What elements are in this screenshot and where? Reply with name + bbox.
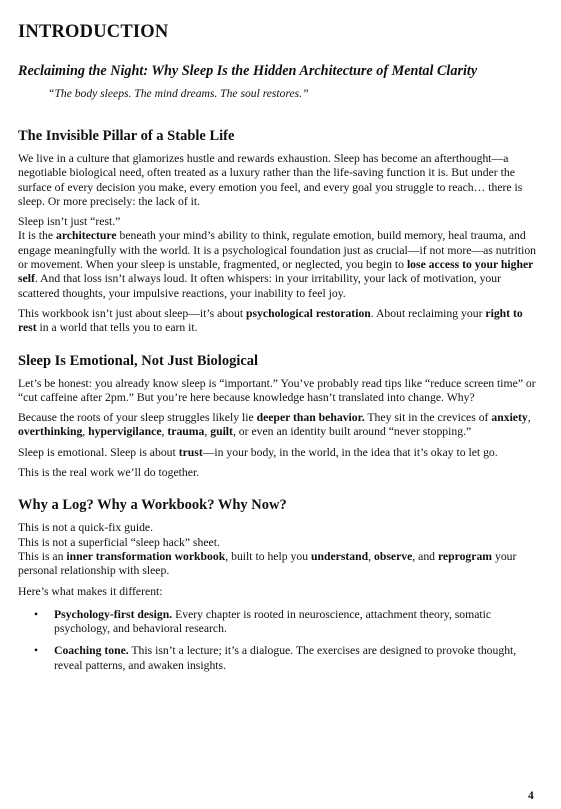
text-run: , [82, 425, 89, 439]
bold-run: Psychology-first design. [54, 607, 173, 621]
section-heading-invisible-pillar: The Invisible Pillar of a Stable Life [18, 128, 235, 144]
paragraph: This is the real work we’ll do together. [18, 466, 200, 480]
bold-run: understand [310, 549, 369, 563]
paragraph: Let’s be honest: you already know sleep is “important.” You’ve probably read tips like “reduce screen time” or “cut caffeine after 2pm.” But you’re here because knowledge hasn’t translated into change. Why? [18, 376, 536, 404]
text-run: your personal relationship with sleep. [18, 549, 517, 578]
bold-run: Coaching tone. [54, 644, 129, 658]
text-run: This isn’t a lecture; it’s a dialogue. The exercises are designed to provoke thought, reveal patterns, and awaken insights. [54, 644, 517, 672]
paragraph [18, 411, 538, 440]
paragraph [18, 446, 538, 460]
text-run: They sit in the crevices of [364, 411, 492, 425]
text-run: —in your body, in the world, in the idea that it’s okay to let go. [202, 445, 498, 459]
document-page [18, 22, 538, 681]
bold-run: psychological restoration [246, 306, 371, 320]
bold-run: reprogram [437, 549, 493, 563]
chapter-heading: INTRODUCTION [18, 22, 169, 42]
text-run: Sleep is emotional. Sleep is about [18, 445, 179, 459]
text-run: , built to help you [225, 549, 311, 563]
paragraph: Here’s what makes it different: [18, 584, 163, 598]
paragraph [18, 521, 538, 578]
bold-run: lose access to your higher self [18, 258, 534, 286]
bold-run: trust [178, 445, 203, 459]
text-run: , [161, 425, 168, 439]
paragraph [18, 307, 538, 336]
page-number: 4 [528, 790, 534, 802]
text-run: beneath your mind’s ability to think, regulate emotion, build memory, heal trauma, and engage meaningfully with the world. It is a psychological foundation just as crucial—if not more—as nutrition or movement. When your sleep is unstable, fragmented, or neglected, you begin to [18, 229, 537, 272]
section-heading-sleep-emotional: Sleep Is Emotional, Not Just Biological [18, 352, 259, 369]
text-run: It is the [18, 229, 56, 243]
text-run: This is an [18, 549, 67, 563]
text-line: Sleep isn’t just “rest.” [18, 215, 121, 229]
bold-run: guilt [210, 425, 233, 439]
text-run: in a world that tells you to earn it. [36, 321, 198, 335]
bold-run: observe [373, 549, 413, 563]
text-run: . And that loss isn’t always loud. It often whispers: in your irritability, your lack of motivation, your scattered thoughts, your impulsive reactions, your inability to feel joy. [18, 272, 502, 300]
bold-run: deeper than behavior. [256, 411, 365, 425]
text-run: , [368, 549, 374, 563]
text-run: . About reclaiming your [370, 306, 486, 320]
text-run: , [204, 425, 211, 439]
text-run: This workbook isn’t just about sleep—it’s about [18, 306, 247, 320]
text-run: , [527, 411, 531, 425]
bold-run: trauma [167, 425, 205, 439]
text-run: Because the roots of your sleep struggles likely lie [18, 411, 257, 425]
list-item [34, 644, 538, 673]
list-item [34, 608, 538, 637]
paragraph: We live in a culture that glamorizes hustle and rewards exhaustion. Sleep has become an afterthought—a negotiable biological need, often treated as a luxury rather than the life-saving function it is. But under the surface of every decision you make, every emotion you feel, and every goal you struggle to reach… there is sleep. Or more precisely: the lack of it. [18, 152, 523, 208]
section-heading-why-log: Why a Log? Why a Workbook? Why Now? [18, 497, 287, 514]
bullet-icon: • [34, 644, 39, 658]
text-run: , and [412, 549, 438, 563]
bold-run: architecture [55, 229, 117, 243]
text-line: This is not a superficial “sleep hack” sheet. [18, 535, 220, 549]
text-run: , or even an identity built around “never stopping.” [232, 425, 472, 439]
bold-run: right to rest [18, 306, 523, 335]
bold-run: inner transformation workbook [66, 549, 226, 563]
epigraph: “The body sleeps. The mind dreams. The soul restores.” [48, 87, 309, 100]
feature-list [18, 608, 538, 673]
bold-run: overthinking [18, 425, 83, 439]
text-run: Every chapter is rooted in neuroscience, attachment theory, somatic psychology, and behavioral research. [54, 607, 492, 636]
bold-run: hypervigilance [88, 425, 162, 439]
text-line: This is not a quick-fix guide. [18, 521, 154, 535]
chapter-subtitle: Reclaiming the Night: Why Sleep Is the Hidden Architecture of Mental Clarity [18, 63, 478, 79]
bullet-icon: • [34, 607, 39, 621]
bold-run: anxiety [491, 411, 528, 425]
paragraph [18, 215, 538, 301]
